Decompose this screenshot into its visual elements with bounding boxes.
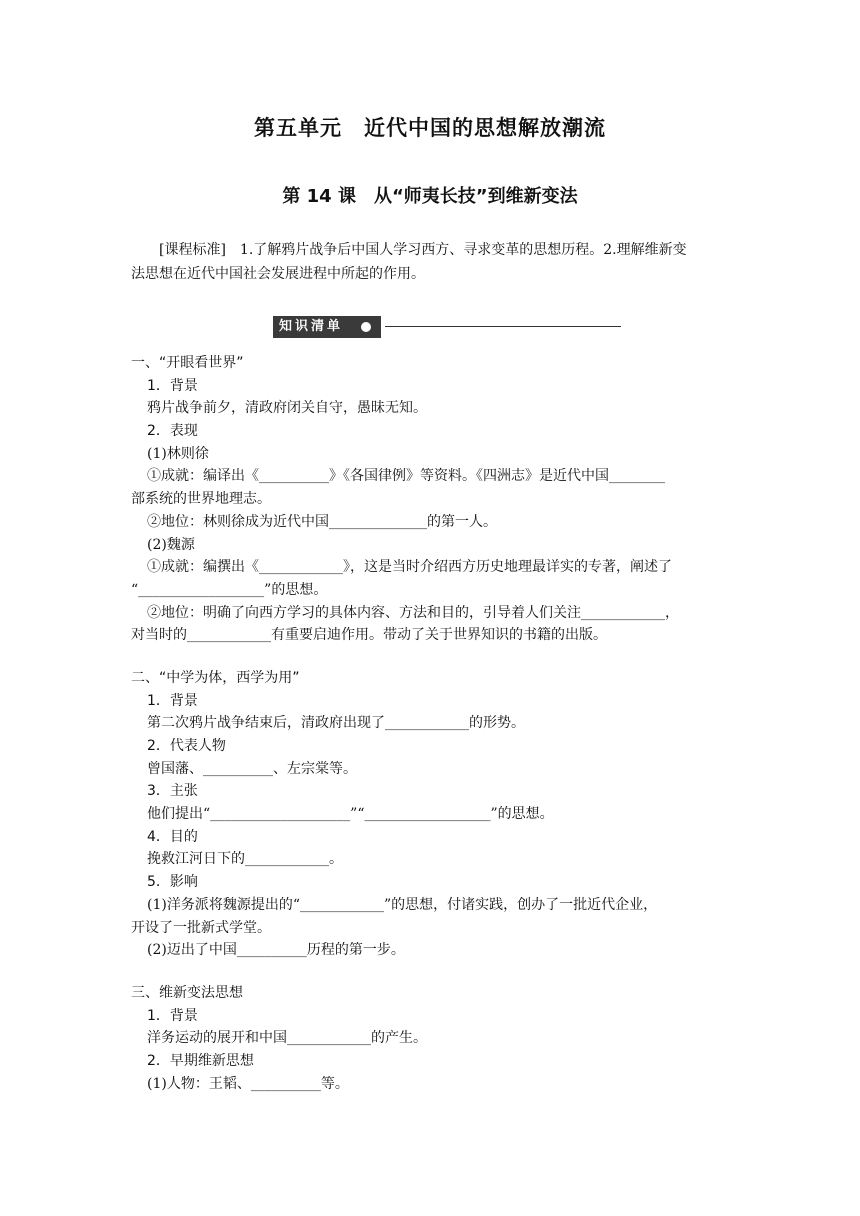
- knowledge-list: [131, 352, 731, 1095]
- lesson-title: 第 14 课 从“师夷长技”到维新变法: [282, 186, 578, 207]
- content-line: ①成就：编撰出《____________》，这是当时介绍西方历史地理最详实的专著，阐述了: [147, 559, 672, 576]
- content-line: ②地位：林则徐成为近代中国______________的第一人。: [147, 513, 497, 530]
- subsection-heading: 4．目的: [147, 828, 198, 845]
- subsection-heading: 1．背景: [147, 692, 198, 709]
- content-line: ①成就：编译出《__________》《各国律例》等资料。《四洲志》是近代中国________: [147, 468, 665, 485]
- content-line: 部系统的世界地理志。: [131, 491, 271, 508]
- content-line: 开设了一批新式学堂。: [131, 919, 271, 936]
- course-standard-line: [课程标准] 1.了解鸦片战争后中国人学习西方、寻求变革的思想历程。2.理解维新变: [159, 242, 687, 258]
- banner-rule: [385, 326, 621, 327]
- section-heading: 三、维新变法思想: [131, 984, 243, 1001]
- course-standard-line: 法思想在近代中国社会发展进程中所起的作用。: [131, 266, 425, 282]
- banner-label: 知识清单: [273, 316, 381, 338]
- section-heading: 二、“中学为体，西学为用”: [131, 669, 300, 686]
- subsection-heading: 2．代表人物: [147, 738, 226, 754]
- section-gap: [131, 962, 731, 982]
- course-standard: [131, 238, 731, 286]
- content-line: (2)魏源: [147, 536, 195, 553]
- subsection-heading: 2．表现: [147, 423, 198, 440]
- content-line: (1)人物：王韬、__________等。: [147, 1075, 349, 1092]
- content-line: (2)迈出了中国__________历程的第一步。: [147, 942, 405, 959]
- subsection-heading: 3．主张: [147, 783, 198, 800]
- content-line: 第二次鸦片战争结束后，清政府出现了____________的形势。: [147, 715, 525, 732]
- content-line: (1)洋务派将魏源提出的“____________”的思想，付诸实践，创办了一批近代企业，: [147, 896, 658, 913]
- content-line: 对当时的____________有重要启迪作用。带动了关于世界知识的书籍的出版。: [131, 627, 607, 644]
- subsection-heading: 1．背景: [147, 377, 198, 394]
- unit-title: 第五单元 近代中国的思想解放潮流: [254, 116, 606, 140]
- subsection-heading: 5．影响: [147, 874, 198, 891]
- content-line: ②地位：明确了向西方学习的具体内容、方法和目的，引导着人们关注____________，: [147, 604, 679, 621]
- content-line: 挽救江河日下的____________。: [147, 851, 343, 868]
- subsection-heading: 1．背景: [147, 1007, 198, 1024]
- content-line: 鸦片战争前夕，清政府闭关自守，愚昧无知。: [147, 400, 427, 417]
- banner-dot-icon: [361, 322, 371, 332]
- subsection-heading: 2．早期维新思想: [147, 1052, 254, 1069]
- section-heading: 一、“开眼看世界”: [131, 355, 244, 371]
- content-line: 曾国藩、__________、左宗棠等。: [147, 760, 357, 777]
- content-line: 他们提出“____________________”“__________________”的思想。: [147, 806, 554, 823]
- content-line: 洋务运动的展开和中国____________的产生。: [147, 1030, 427, 1047]
- content-line: (1)林则徐: [147, 445, 209, 462]
- section-gap: [131, 647, 731, 667]
- content-line: “__________________”的思想。: [131, 581, 328, 598]
- knowledge-banner: [273, 316, 623, 338]
